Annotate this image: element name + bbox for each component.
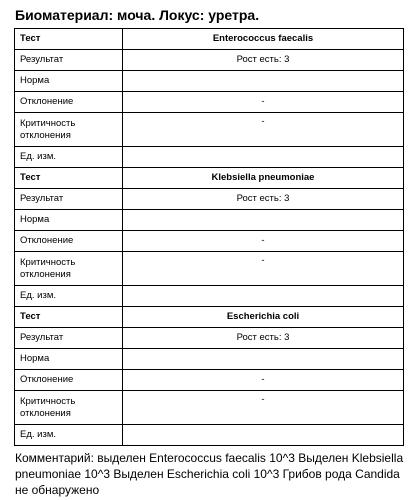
organism-name: Klebsiella pneumoniae	[123, 168, 404, 189]
results-table	[14, 28, 404, 446]
row-value	[123, 147, 404, 168]
row-label: Отклонение	[15, 370, 123, 391]
row-label: Ед. изм.	[15, 147, 123, 168]
row-label: Норма	[15, 210, 123, 231]
row-value	[123, 425, 404, 446]
table-row	[15, 50, 404, 71]
test-header-label: Тест	[15, 29, 123, 50]
organism-name: Enterococcus faecalis	[123, 29, 404, 50]
organism-name: Escherichia coli	[123, 307, 404, 328]
row-value	[123, 286, 404, 307]
row-value: -	[123, 231, 404, 252]
row-label: Ед. изм.	[15, 425, 123, 446]
table-row	[15, 391, 404, 425]
table-row	[15, 71, 404, 92]
row-label: Результат	[15, 50, 123, 71]
table-row	[15, 349, 404, 370]
row-label: Норма	[15, 71, 123, 92]
row-label: Результат	[15, 189, 123, 210]
report-document	[14, 0, 404, 498]
table-row	[15, 286, 404, 307]
table-row	[15, 92, 404, 113]
document-title: Биоматериал: моча. Локус: уретра.	[15, 7, 260, 23]
row-value	[123, 71, 404, 92]
table-row	[15, 210, 404, 231]
table-row	[15, 231, 404, 252]
section-header-row	[15, 29, 404, 50]
row-label: Норма	[15, 349, 123, 370]
table-row	[15, 189, 404, 210]
test-header-label: Тест	[15, 307, 123, 328]
test-header-label: Тест	[15, 168, 123, 189]
row-label: Критичность отклонения	[15, 252, 123, 286]
section-header-row	[15, 307, 404, 328]
table-row	[15, 113, 404, 147]
row-label: Результат	[15, 328, 123, 349]
row-label: Ед. изм.	[15, 286, 123, 307]
row-label: Отклонение	[15, 92, 123, 113]
row-label: Критичность отклонения	[15, 391, 123, 425]
row-label: Критичность отклонения	[15, 113, 123, 147]
table-row	[15, 328, 404, 349]
row-value	[123, 210, 404, 231]
row-value: -	[123, 113, 404, 147]
row-value: Рост есть: 3	[123, 50, 404, 71]
row-value: -	[123, 370, 404, 391]
row-value: -	[123, 252, 404, 286]
row-value: -	[123, 92, 404, 113]
row-value: Рост есть: 3	[123, 328, 404, 349]
table-row	[15, 370, 404, 391]
section-header-row	[15, 168, 404, 189]
table-row	[15, 252, 404, 286]
row-value: -	[123, 391, 404, 425]
comment-text: Комментарий: выделен Enterococcus faecalis 10^3 Выделен Klebsiella pneumoniae 10^3 Выделен Escherichia coli 10^3 Грибов рода Candida не обнаружено	[15, 451, 404, 497]
row-value	[123, 349, 404, 370]
row-label: Отклонение	[15, 231, 123, 252]
table-row	[15, 147, 404, 168]
row-value: Рост есть: 3	[123, 189, 404, 210]
table-row	[15, 425, 404, 446]
